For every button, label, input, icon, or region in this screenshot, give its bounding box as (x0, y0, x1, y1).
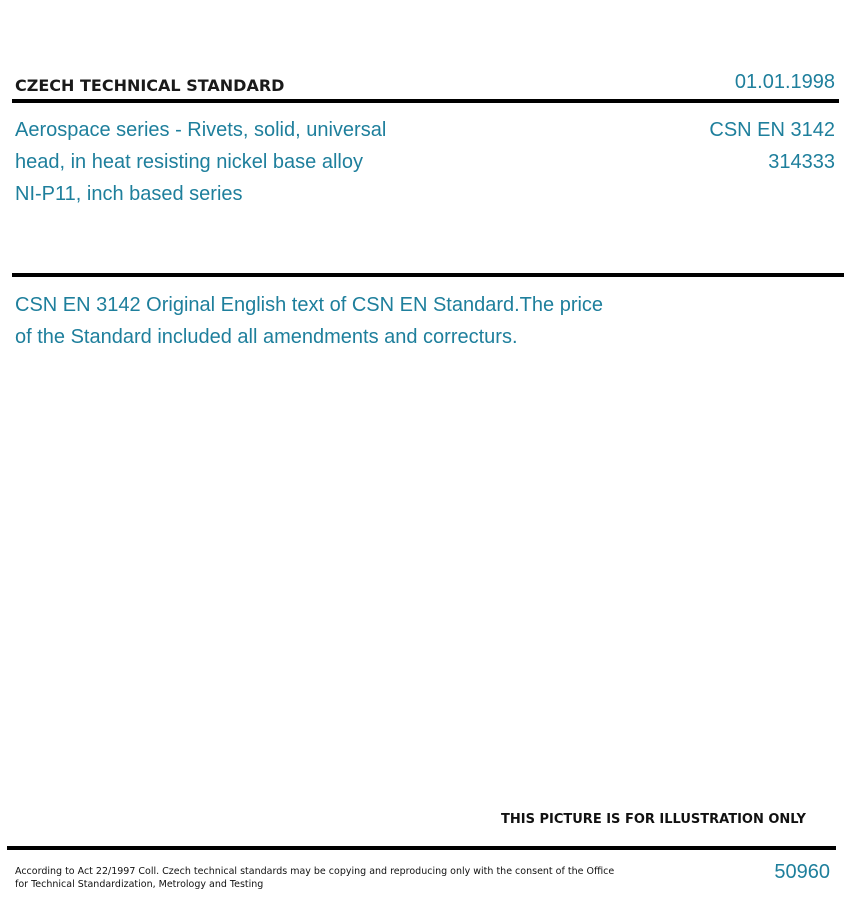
legal-notice (15, 865, 614, 891)
publication-date: 01.01.1998 (734, 71, 835, 93)
standard-designation: CSN EN 3142 (709, 119, 835, 141)
standard-title (15, 114, 445, 210)
title-line: NI-P11, inch based series (15, 183, 243, 205)
description-line: CSN EN 3142 Original English text of CSN EN Standard.The price (15, 294, 604, 316)
catalog-number: 314333 (768, 151, 835, 173)
document-number: 50960 (774, 861, 830, 883)
title-line: head, in heat resisting nickel base alloy (15, 151, 363, 173)
title-divider (12, 273, 844, 277)
standard-type-label: CZECH TECHNICAL STANDARD (15, 76, 285, 95)
description-line: of the Standard included all amendments and correcturs. (15, 326, 518, 348)
standard-description (15, 289, 695, 353)
title-line: Aerospace series - Rivets, solid, universal (15, 119, 387, 141)
legal-line: According to Act 22/1997 Coll. Czech technical standards may be copying and reproducing only with the consent of the Office (15, 866, 615, 877)
illustration-note: THIS PICTURE IS FOR ILLUSTRATION ONLY (501, 812, 806, 827)
footer-divider (7, 846, 836, 850)
standard-codes (709, 114, 835, 178)
header-divider (12, 99, 839, 103)
legal-line: for Technical Standardization, Metrology and Testing (15, 879, 264, 890)
